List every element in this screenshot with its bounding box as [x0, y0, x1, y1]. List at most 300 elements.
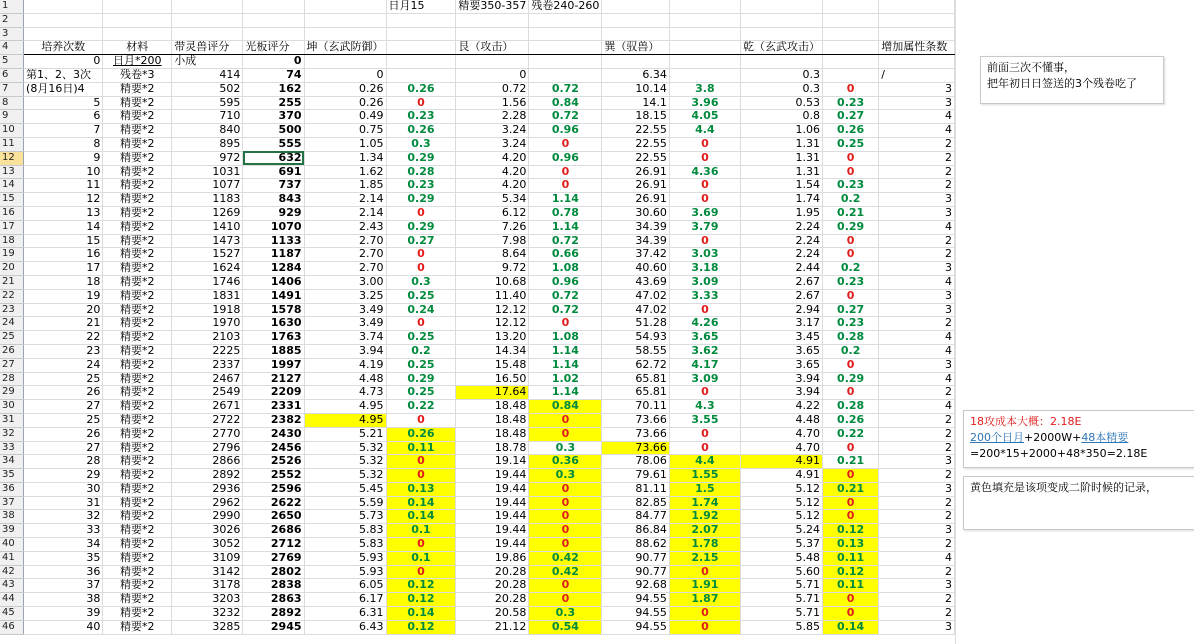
cell[interactable]: 3.94: [304, 344, 386, 358]
cell[interactable]: 精要*2: [103, 427, 172, 441]
cell[interactable]: 0.36: [529, 455, 602, 469]
cell[interactable]: 414: [172, 68, 243, 82]
row-header[interactable]: 37: [0, 496, 24, 510]
cell[interactable]: 500: [243, 124, 304, 138]
cell[interactable]: 3: [879, 262, 955, 276]
cell[interactable]: 19.44: [456, 496, 529, 510]
cell[interactable]: 0.21: [823, 455, 879, 469]
cell[interactable]: 0.13: [386, 482, 456, 496]
cell[interactable]: [823, 41, 879, 55]
cell[interactable]: 555: [243, 137, 304, 151]
cell[interactable]: 精要*2: [103, 565, 172, 579]
cell[interactable]: 2802: [243, 565, 304, 579]
cell[interactable]: 0.3: [741, 82, 823, 96]
cell[interactable]: 1183: [172, 193, 243, 207]
cell[interactable]: 0: [823, 151, 879, 165]
cell[interactable]: 1885: [243, 344, 304, 358]
cell[interactable]: 3.62: [669, 344, 740, 358]
cell[interactable]: 710: [172, 110, 243, 124]
cell[interactable]: 3: [879, 579, 955, 593]
cell[interactable]: 1578: [243, 303, 304, 317]
cell[interactable]: [669, 55, 740, 69]
cell[interactable]: 0: [529, 317, 602, 331]
cell[interactable]: 0.26: [386, 124, 456, 138]
cell[interactable]: 0.29: [823, 372, 879, 386]
cell[interactable]: [602, 0, 669, 13]
cell[interactable]: 2.07: [669, 524, 740, 538]
cell[interactable]: 36: [24, 565, 103, 579]
row-header[interactable]: 27: [0, 358, 24, 372]
cell[interactable]: 精要*2: [103, 496, 172, 510]
cell[interactable]: 0: [529, 137, 602, 151]
cell[interactable]: 2: [879, 441, 955, 455]
cell[interactable]: 12: [24, 193, 103, 207]
cell[interactable]: 0: [823, 289, 879, 303]
cell[interactable]: 0.42: [529, 551, 602, 565]
cell[interactable]: [741, 13, 823, 27]
cell[interactable]: 0: [529, 165, 602, 179]
cell[interactable]: 3: [879, 206, 955, 220]
cell[interactable]: [304, 27, 386, 41]
cell[interactable]: 0: [386, 538, 456, 552]
cell[interactable]: 11.40: [456, 289, 529, 303]
cell[interactable]: 0: [529, 538, 602, 552]
cell[interactable]: 2: [879, 386, 955, 400]
row-header[interactable]: 36: [0, 482, 24, 496]
cell[interactable]: 18.48: [456, 413, 529, 427]
cell[interactable]: 34: [24, 538, 103, 552]
cell[interactable]: 90.77: [602, 565, 669, 579]
cell[interactable]: 3.49: [304, 317, 386, 331]
cell[interactable]: 0.14: [386, 510, 456, 524]
cell[interactable]: 1.54: [741, 179, 823, 193]
cell[interactable]: 0.2: [823, 262, 879, 276]
cell[interactable]: [172, 0, 243, 13]
cell[interactable]: 3.94: [741, 372, 823, 386]
cell[interactable]: 33: [24, 524, 103, 538]
cell[interactable]: 4: [879, 275, 955, 289]
cell[interactable]: 2127: [243, 372, 304, 386]
cell[interactable]: [456, 13, 529, 27]
cell[interactable]: 4.70: [741, 441, 823, 455]
cell[interactable]: 4: [879, 344, 955, 358]
cell[interactable]: 0: [823, 441, 879, 455]
cell[interactable]: 2: [879, 179, 955, 193]
cell[interactable]: 54.93: [602, 331, 669, 345]
row-header[interactable]: 2: [0, 13, 24, 27]
cell[interactable]: 21.12: [456, 620, 529, 634]
cell[interactable]: 2796: [172, 441, 243, 455]
cell[interactable]: 1031: [172, 165, 243, 179]
cell[interactable]: [879, 0, 955, 13]
cell[interactable]: [823, 0, 879, 13]
cell[interactable]: 1746: [172, 275, 243, 289]
cell[interactable]: [172, 27, 243, 41]
cell[interactable]: 0: [243, 55, 304, 69]
row-header[interactable]: 25: [0, 331, 24, 345]
cell[interactable]: 19.44: [456, 538, 529, 552]
cell[interactable]: [823, 13, 879, 27]
cell[interactable]: 1.14: [529, 220, 602, 234]
cell[interactable]: 843: [243, 193, 304, 207]
cell[interactable]: 3.49: [304, 303, 386, 317]
row-header[interactable]: 15: [0, 193, 24, 207]
cell[interactable]: 4.91: [741, 455, 823, 469]
cell[interactable]: 0: [386, 469, 456, 483]
cell[interactable]: 1630: [243, 317, 304, 331]
cell[interactable]: 2: [879, 496, 955, 510]
cell[interactable]: [879, 55, 955, 69]
cell[interactable]: 2467: [172, 372, 243, 386]
cell[interactable]: 26.91: [602, 165, 669, 179]
cell[interactable]: 精要*2: [103, 593, 172, 607]
cell[interactable]: 632: [243, 151, 304, 165]
cell[interactable]: 3.79: [669, 220, 740, 234]
cell[interactable]: 0.26: [823, 413, 879, 427]
cell[interactable]: 精要*2: [103, 317, 172, 331]
cell[interactable]: [823, 27, 879, 41]
cell[interactable]: 1406: [243, 275, 304, 289]
cell[interactable]: 4.4: [669, 455, 740, 469]
cell[interactable]: 0: [823, 510, 879, 524]
cell[interactable]: 2456: [243, 441, 304, 455]
cell[interactable]: 2: [879, 317, 955, 331]
cell[interactable]: 1269: [172, 206, 243, 220]
cell[interactable]: 34.39: [602, 234, 669, 248]
cell[interactable]: 0.12: [386, 620, 456, 634]
cell[interactable]: 2526: [243, 455, 304, 469]
cell[interactable]: 10.68: [456, 275, 529, 289]
cell[interactable]: 精要*2: [103, 441, 172, 455]
row-header[interactable]: 13: [0, 165, 24, 179]
cell[interactable]: 1284: [243, 262, 304, 276]
cell[interactable]: 15: [24, 234, 103, 248]
cell[interactable]: 23: [24, 344, 103, 358]
cell[interactable]: 82.85: [602, 496, 669, 510]
cell[interactable]: 0: [529, 593, 602, 607]
cell[interactable]: 6.43: [304, 620, 386, 634]
row-header[interactable]: 46: [0, 620, 24, 634]
cell[interactable]: 5.32: [304, 455, 386, 469]
cell[interactable]: 5.93: [304, 565, 386, 579]
cell[interactable]: 20.28: [456, 579, 529, 593]
cell[interactable]: 精要*2: [103, 206, 172, 220]
cell[interactable]: 0.29: [386, 372, 456, 386]
row-header[interactable]: 32: [0, 427, 24, 441]
cell[interactable]: 19.44: [456, 524, 529, 538]
cell[interactable]: 5.93: [304, 551, 386, 565]
cell[interactable]: 972: [172, 151, 243, 165]
cell[interactable]: 12.12: [456, 303, 529, 317]
comment-note-rollback[interactable]: [980, 56, 1164, 104]
cell[interactable]: 5.21: [304, 427, 386, 441]
cell[interactable]: [103, 27, 172, 41]
cell[interactable]: 3.65: [741, 358, 823, 372]
cell[interactable]: 0.28: [823, 400, 879, 414]
cell[interactable]: 40: [24, 620, 103, 634]
cell[interactable]: 0: [669, 386, 740, 400]
cell[interactable]: 1.31: [741, 151, 823, 165]
cell[interactable]: [386, 68, 456, 82]
cell[interactable]: 74: [243, 68, 304, 82]
cell[interactable]: 3285: [172, 620, 243, 634]
cell[interactable]: 3: [879, 482, 955, 496]
cell[interactable]: 精要*2: [103, 289, 172, 303]
cell[interactable]: 3.65: [669, 331, 740, 345]
cell[interactable]: [103, 0, 172, 13]
cell[interactable]: 1410: [172, 220, 243, 234]
cell[interactable]: 0.27: [823, 110, 879, 124]
row-header[interactable]: 35: [0, 469, 24, 483]
cell[interactable]: 2936: [172, 482, 243, 496]
cell[interactable]: 2990: [172, 510, 243, 524]
cell[interactable]: 4.91: [741, 469, 823, 483]
cell[interactable]: 0.24: [386, 303, 456, 317]
cell[interactable]: 19.14: [456, 455, 529, 469]
cell[interactable]: 162: [243, 82, 304, 96]
comment-note-legend[interactable]: [963, 476, 1194, 530]
col-header-cell[interactable]: 培养次数: [24, 41, 103, 55]
cell[interactable]: 1.55: [669, 469, 740, 483]
cell[interactable]: 58.55: [602, 344, 669, 358]
cell[interactable]: 17: [24, 262, 103, 276]
cell[interactable]: 1.31: [741, 165, 823, 179]
cell[interactable]: 2769: [243, 551, 304, 565]
cell[interactable]: [602, 13, 669, 27]
cell[interactable]: 精要*2: [103, 455, 172, 469]
cell[interactable]: 4.73: [304, 386, 386, 400]
cell[interactable]: 4.48: [304, 372, 386, 386]
cell[interactable]: 0.25: [386, 289, 456, 303]
cell[interactable]: 5.37: [741, 538, 823, 552]
cell[interactable]: 1.74: [741, 193, 823, 207]
row-header[interactable]: 38: [0, 510, 24, 524]
cell[interactable]: 2382: [243, 413, 304, 427]
cell[interactable]: 88.62: [602, 538, 669, 552]
row-header[interactable]: 40: [0, 538, 24, 552]
cell[interactable]: 16.50: [456, 372, 529, 386]
cell[interactable]: 20.58: [456, 607, 529, 621]
cell[interactable]: 5.59: [304, 496, 386, 510]
cell[interactable]: 4.05: [669, 110, 740, 124]
cell[interactable]: 3052: [172, 538, 243, 552]
cell[interactable]: 22.55: [602, 137, 669, 151]
cell[interactable]: 0: [823, 248, 879, 262]
cell[interactable]: 5.48: [741, 551, 823, 565]
cell[interactable]: 0: [669, 234, 740, 248]
row-header[interactable]: 31: [0, 413, 24, 427]
cell[interactable]: 1527: [172, 248, 243, 262]
cell[interactable]: 2: [879, 165, 955, 179]
cell[interactable]: [669, 68, 740, 82]
cell[interactable]: 7.98: [456, 234, 529, 248]
cell[interactable]: [456, 55, 529, 69]
cell[interactable]: 0.72: [529, 110, 602, 124]
cell[interactable]: 精要*2: [103, 303, 172, 317]
cell[interactable]: 5.73: [304, 510, 386, 524]
cell[interactable]: 0.29: [386, 193, 456, 207]
cell[interactable]: 3: [879, 455, 955, 469]
cell[interactable]: 1.14: [529, 193, 602, 207]
cell[interactable]: 4.17: [669, 358, 740, 372]
cell[interactable]: 2: [879, 538, 955, 552]
cell[interactable]: 精要*2: [103, 220, 172, 234]
cell[interactable]: 691: [243, 165, 304, 179]
cell[interactable]: 0: [456, 68, 529, 82]
cell[interactable]: [304, 13, 386, 27]
cell[interactable]: 2.24: [741, 220, 823, 234]
cell[interactable]: 2866: [172, 455, 243, 469]
cell[interactable]: 0.72: [529, 303, 602, 317]
cell[interactable]: 18: [24, 275, 103, 289]
cell[interactable]: 3: [879, 524, 955, 538]
cell[interactable]: 第1、2、3次: [24, 68, 103, 82]
row-header[interactable]: 1: [0, 0, 24, 13]
cell[interactable]: 0.96: [529, 275, 602, 289]
cell[interactable]: 2892: [243, 607, 304, 621]
cell[interactable]: 3.17: [741, 317, 823, 331]
cell[interactable]: 精要*2: [103, 193, 172, 207]
cell[interactable]: 0: [669, 151, 740, 165]
cell[interactable]: 1.14: [529, 358, 602, 372]
cell[interactable]: 0.12: [823, 524, 879, 538]
cell[interactable]: 5.34: [456, 193, 529, 207]
cell[interactable]: 日月*200: [103, 55, 172, 69]
cell[interactable]: 25: [24, 413, 103, 427]
cell[interactable]: 0.96: [529, 124, 602, 138]
cell[interactable]: 3178: [172, 579, 243, 593]
cell[interactable]: 255: [243, 96, 304, 110]
cell[interactable]: 0.96: [529, 151, 602, 165]
col-header-cell[interactable]: 材料: [103, 41, 172, 55]
cell[interactable]: 2596: [243, 482, 304, 496]
cell[interactable]: 0: [823, 358, 879, 372]
cell[interactable]: [24, 0, 103, 13]
cell[interactable]: [879, 13, 955, 27]
cell[interactable]: 3.24: [456, 124, 529, 138]
cell[interactable]: 0.53: [741, 96, 823, 110]
cell[interactable]: [456, 27, 529, 41]
cell[interactable]: 73.66: [602, 413, 669, 427]
cell[interactable]: 3203: [172, 593, 243, 607]
cell[interactable]: 65.81: [602, 372, 669, 386]
cell[interactable]: 4: [879, 551, 955, 565]
cell[interactable]: 0: [669, 441, 740, 455]
cell[interactable]: [386, 41, 456, 55]
cell[interactable]: 2331: [243, 400, 304, 414]
cell[interactable]: 2: [879, 593, 955, 607]
cell[interactable]: 3.09: [669, 372, 740, 386]
cell[interactable]: 精要*2: [103, 551, 172, 565]
cell[interactable]: 4.3: [669, 400, 740, 414]
row-header[interactable]: 39: [0, 524, 24, 538]
cell[interactable]: 22: [24, 331, 103, 345]
cell[interactable]: 502: [172, 82, 243, 96]
cell[interactable]: 0.84: [529, 96, 602, 110]
cell[interactable]: 精要*2: [103, 248, 172, 262]
row-header[interactable]: 28: [0, 372, 24, 386]
row-header[interactable]: 17: [0, 220, 24, 234]
cell[interactable]: 4: [879, 110, 955, 124]
cell[interactable]: 5.12: [741, 482, 823, 496]
cell[interactable]: 2712: [243, 538, 304, 552]
cell[interactable]: 19: [24, 289, 103, 303]
cell[interactable]: 2671: [172, 400, 243, 414]
cell[interactable]: 6.31: [304, 607, 386, 621]
cell[interactable]: 4.48: [741, 413, 823, 427]
cell[interactable]: 2: [879, 607, 955, 621]
cell[interactable]: 0.12: [386, 579, 456, 593]
cell[interactable]: 1.95: [741, 206, 823, 220]
cell[interactable]: 1473: [172, 234, 243, 248]
cell[interactable]: 840: [172, 124, 243, 138]
cell[interactable]: 2650: [243, 510, 304, 524]
cell[interactable]: 0.25: [386, 386, 456, 400]
cell[interactable]: 27: [24, 441, 103, 455]
cell[interactable]: 9.72: [456, 262, 529, 276]
cell[interactable]: 895: [172, 137, 243, 151]
cell[interactable]: 0.22: [823, 427, 879, 441]
cell[interactable]: 3.69: [669, 206, 740, 220]
cell[interactable]: 精要*2: [103, 358, 172, 372]
cell[interactable]: 0.1: [386, 551, 456, 565]
cell[interactable]: 0: [823, 234, 879, 248]
cell[interactable]: 0: [823, 386, 879, 400]
cell[interactable]: 86.84: [602, 524, 669, 538]
cell[interactable]: 1.08: [529, 262, 602, 276]
cell[interactable]: 2622: [243, 496, 304, 510]
cell[interactable]: 43.69: [602, 275, 669, 289]
cell[interactable]: [103, 13, 172, 27]
cell[interactable]: 0.11: [823, 579, 879, 593]
cell[interactable]: 1.34: [304, 151, 386, 165]
row-header[interactable]: 11: [0, 137, 24, 151]
cell[interactable]: [529, 55, 602, 69]
cell[interactable]: 0: [669, 137, 740, 151]
cell[interactable]: 20: [24, 303, 103, 317]
cell[interactable]: 1624: [172, 262, 243, 276]
cell[interactable]: 0.27: [823, 303, 879, 317]
cell[interactable]: 8: [24, 137, 103, 151]
cell[interactable]: 2209: [243, 386, 304, 400]
cell[interactable]: 0.13: [823, 538, 879, 552]
cell[interactable]: 精要*2: [103, 96, 172, 110]
cell[interactable]: 10: [24, 165, 103, 179]
row-header[interactable]: 3: [0, 27, 24, 41]
cell[interactable]: 2552: [243, 469, 304, 483]
cell[interactable]: 0.25: [386, 331, 456, 345]
cell[interactable]: 12.12: [456, 317, 529, 331]
cell[interactable]: 79.61: [602, 469, 669, 483]
cell[interactable]: 1.85: [304, 179, 386, 193]
cell[interactable]: 4.36: [669, 165, 740, 179]
cell[interactable]: 30.60: [602, 206, 669, 220]
cell[interactable]: 3: [879, 358, 955, 372]
cell[interactable]: 0: [529, 427, 602, 441]
cell[interactable]: 2430: [243, 427, 304, 441]
cell[interactable]: 1918: [172, 303, 243, 317]
cell[interactable]: 0: [669, 607, 740, 621]
row-header[interactable]: 34: [0, 455, 24, 469]
cell[interactable]: 4: [879, 331, 955, 345]
cell[interactable]: 精要*2: [103, 110, 172, 124]
cell[interactable]: 4: [879, 124, 955, 138]
cell[interactable]: 0: [529, 496, 602, 510]
cell[interactable]: 31: [24, 496, 103, 510]
cell[interactable]: 92.68: [602, 579, 669, 593]
cell[interactable]: [879, 27, 955, 41]
cell[interactable]: 2.94: [741, 303, 823, 317]
